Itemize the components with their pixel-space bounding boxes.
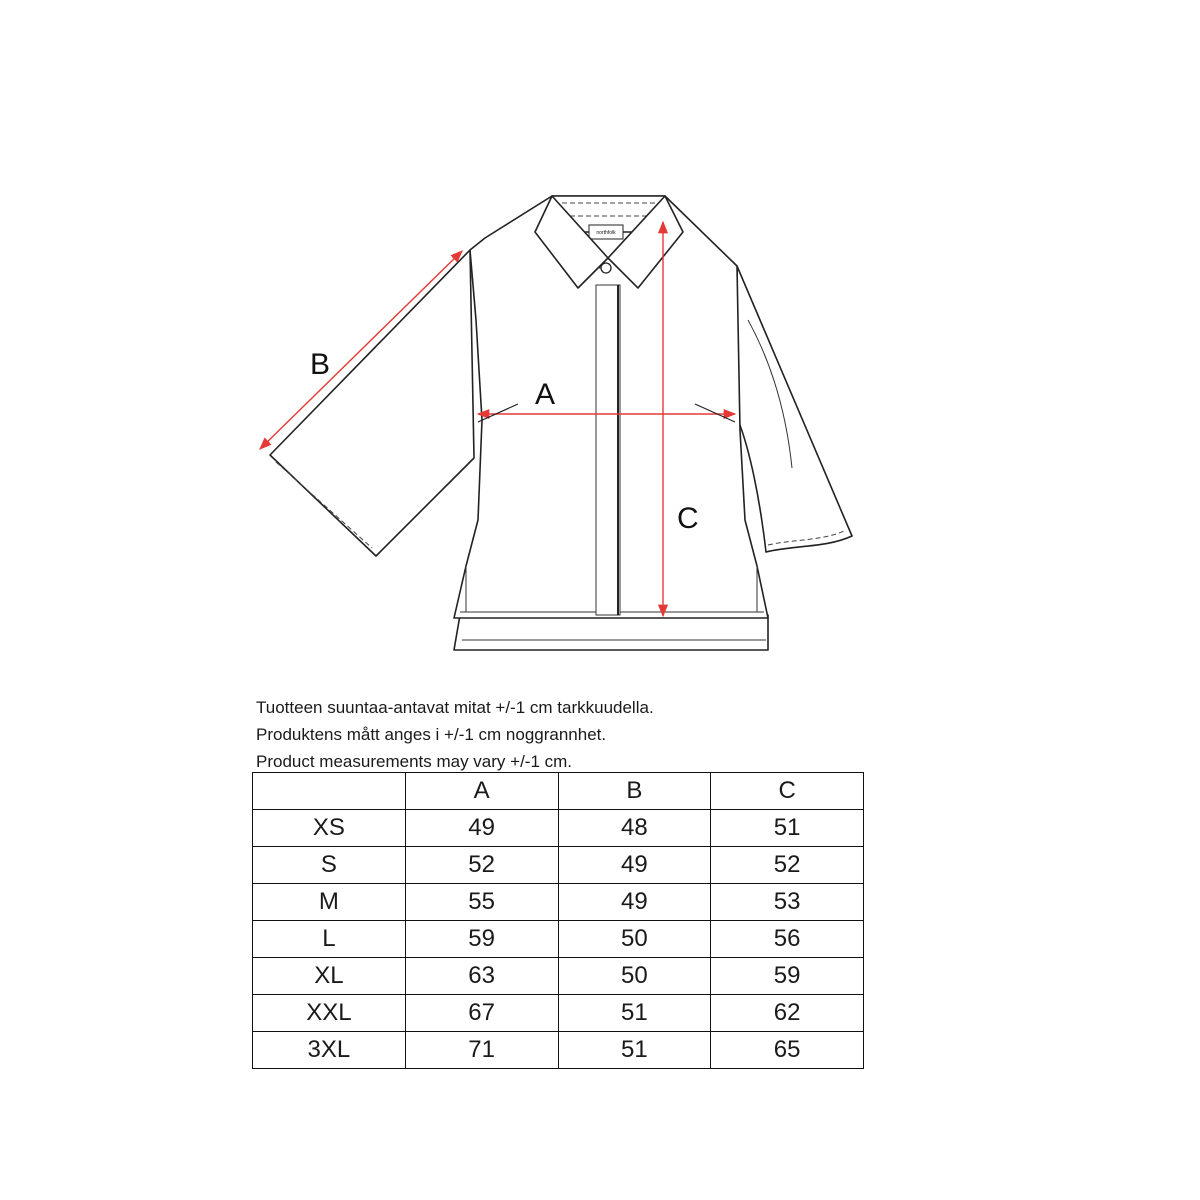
back-hem-panel [454, 615, 768, 650]
size-chart-table [252, 772, 864, 1069]
table-row [253, 847, 864, 884]
table-cell: 67 [405, 995, 558, 1032]
svg-text:northfolk: northfolk [596, 230, 616, 236]
size-cell: XS [253, 810, 406, 847]
note-english: Product measurements may vary +/-1 cm. [256, 752, 573, 771]
table-row [253, 810, 864, 847]
table-header-cell: B [558, 773, 711, 810]
table-row [253, 958, 864, 995]
table-cell: 63 [405, 958, 558, 995]
table-cell: 51 [558, 1032, 711, 1069]
size-cell: 3XL [253, 1032, 406, 1069]
size-cell: M [253, 884, 406, 921]
note-finnish: Tuotteen suuntaa-antavat mitat +/-1 cm tarkkuudella. [256, 698, 654, 717]
table-cell: 51 [711, 810, 864, 847]
table-header-cell: A [405, 773, 558, 810]
table-cell: 48 [558, 810, 711, 847]
button [601, 263, 611, 273]
size-cell: XXL [253, 995, 406, 1032]
table-cell: 52 [711, 847, 864, 884]
table-cell: 49 [558, 847, 711, 884]
table-cell: 55 [405, 884, 558, 921]
table-cell: 51 [558, 995, 711, 1032]
placket [596, 285, 620, 615]
right-sleeve [737, 266, 852, 552]
table-cell: 59 [405, 921, 558, 958]
dimension-label-c: C [677, 502, 699, 535]
table-row [253, 921, 864, 958]
table-cell: 49 [558, 884, 711, 921]
table-cell: 50 [558, 921, 711, 958]
table-row [253, 884, 864, 921]
table-header-cell [253, 773, 406, 810]
dimension-label-b: B [310, 348, 331, 381]
table-header-row [253, 773, 864, 810]
table-header-cell: C [711, 773, 864, 810]
table-cell: 56 [711, 921, 864, 958]
size-cell: S [253, 847, 406, 884]
table-cell: 52 [405, 847, 558, 884]
size-cell: XL [253, 958, 406, 995]
table-cell: 49 [405, 810, 558, 847]
dimension-label-a: A [535, 378, 556, 411]
table-row [253, 1032, 864, 1069]
measurement-notes [256, 694, 654, 775]
table-row [253, 995, 864, 1032]
table-cell: 65 [711, 1032, 864, 1069]
note-swedish: Produktens mått anges i +/-1 cm noggrannhet. [256, 725, 607, 744]
size-cell: L [253, 921, 406, 958]
table-cell: 53 [711, 884, 864, 921]
left-sleeve [270, 250, 474, 556]
table-cell: 50 [558, 958, 711, 995]
table-cell: 59 [711, 958, 864, 995]
table-cell: 71 [405, 1032, 558, 1069]
table-cell: 62 [711, 995, 864, 1032]
